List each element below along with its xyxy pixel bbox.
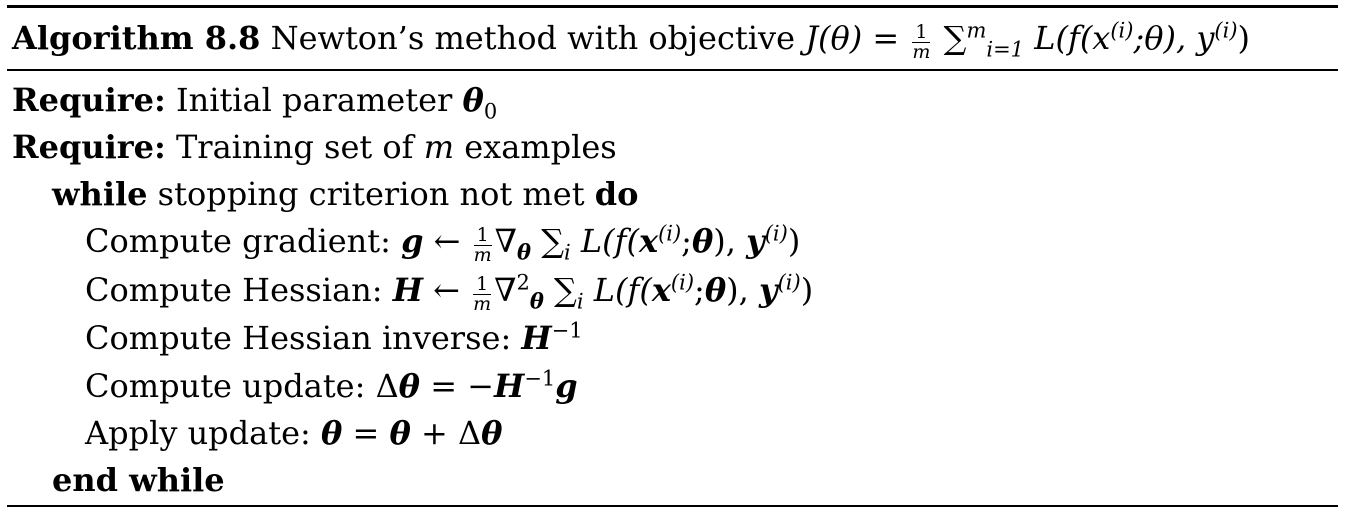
require-line-1: Require: Initial parameter $\theta_0$ bbox=[12, 81, 498, 124]
while-keyword: while bbox=[52, 175, 148, 213]
require-keyword: Require: bbox=[12, 81, 166, 119]
while-line bbox=[52, 174, 638, 214]
algorithm-label: Algorithm 8.8 bbox=[12, 19, 261, 57]
algorithm-caption: Algorithm 8.8 Newton’s method with objective J(θ) = $\frac{1}{m}$ ∑$^m_{i=1}$ $L(f(x^{(i)};\theta)$, $y^{(i)}$) bbox=[12, 18, 1250, 63]
algorithm-title: Newton’s method with objective bbox=[270, 19, 796, 57]
bottom-rule bbox=[7, 505, 1338, 507]
require-keyword: Require: bbox=[12, 128, 166, 166]
loop-condition: stopping criterion not met bbox=[157, 175, 585, 213]
objective-fraction: $\frac{1}{m}$ bbox=[912, 20, 931, 63]
do-keyword: do bbox=[594, 175, 639, 213]
end-while-keyword: end while bbox=[52, 461, 225, 499]
step-apply: Apply update: θ = θ + Δθ bbox=[85, 414, 503, 452]
top-rule bbox=[7, 5, 1338, 8]
objective-sum: ∑$^m_{i=1}$ bbox=[943, 18, 1025, 62]
objective-lhs: J(θ) = bbox=[805, 19, 900, 57]
header-rule bbox=[7, 69, 1338, 71]
end-while-line bbox=[52, 460, 225, 500]
step-gradient: Compute gradient: g ← $\frac{1}{m}$ $\nabla_\theta$ $\sum_i$ $L(f(x^{(i)};\theta)$, $y^{(i)}$) bbox=[85, 221, 801, 266]
require-line-2: Require: Training set of m examples bbox=[12, 128, 617, 166]
objective-body: L(f(x bbox=[1034, 19, 1111, 57]
step-update: Compute update: $\Delta\theta = -H^{-1}g$ bbox=[85, 366, 578, 405]
step-hessian: Compute Hessian: H ← $\frac{1}{m}$ ∇$^2_\theta$ $\sum_i$ $L(f(x^{(i)};\theta)$, $y^{(i)}$) bbox=[85, 270, 814, 315]
step-hessian-inverse: Compute Hessian inverse: $H^{-1}$ bbox=[85, 318, 583, 357]
